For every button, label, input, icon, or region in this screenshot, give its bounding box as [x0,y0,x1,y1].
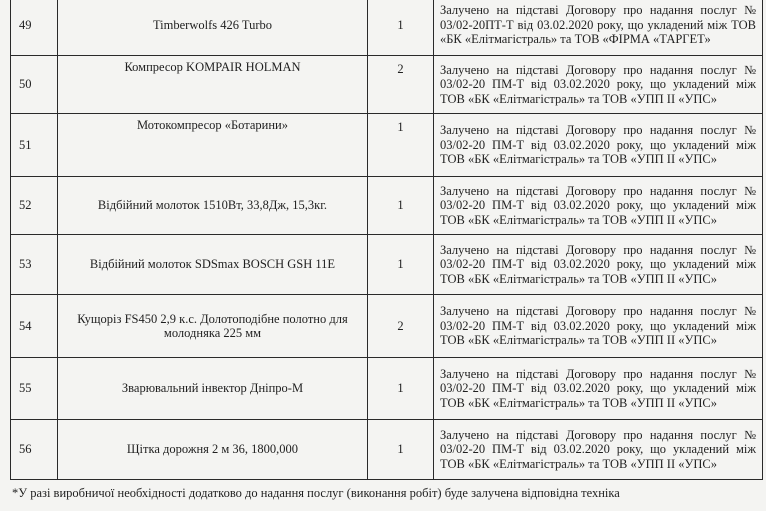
equipment-name: Компресор KOMPAIR HOLMAN [58,56,368,114]
row-number: 56 [11,420,58,480]
row-number: 55 [11,358,58,420]
equipment-note: Залучено на підставі Договору про надання послуг № 03/02-20 ПМ-Т від 03.02.2020 року, що укладений між ТОВ «БК «Елітмагістраль» та ТОВ «УПП II «УПС» [434,295,763,358]
equipment-table [10,0,763,480]
footnote-continuation [22,502,322,511]
footnote: *У разі виробничої необхідності додатково до надання послуг (виконання робіт) буде залучена відповідна техніка [12,486,620,500]
equipment-quantity: 1 [368,235,434,295]
equipment-note: Залучено на підставі Договору про надання послуг № 03/02-20 ПМ-Т від 03.02.2020 року, що укладений між ТОВ «БК «Елітмагістраль» та ТОВ «УПП II «УПС» [434,56,763,114]
equipment-quantity: 1 [368,177,434,235]
equipment-name: Відбійний молоток 1510Вт, 33,8Дж, 15,3кг. [58,177,368,235]
row-number: 52 [11,177,58,235]
table-row [11,420,763,480]
equipment-name: Timberwolfs 426 Turbo [58,0,368,56]
table-row [11,56,763,114]
equipment-name: Мотокомпресор «Ботарини» [58,114,368,177]
table-row [11,0,763,56]
equipment-note: Залучено на підставі Договору про надання послуг № 03/02-20ПТ-Т від 03.02.2020 року, що укладений між ТОВ «БК «Елітмагістраль» та ТОВ «ФІРМА «ТАРГЕТ» [434,0,763,56]
table-row [11,358,763,420]
equipment-note: Залучено на підставі Договору про надання послуг № 03/02-20 ПМ-Т від 03.02.2020 року, що укладений між ТОВ «БК «Елітмагістраль» та ТОВ «УПП II «УПС» [434,114,763,177]
row-number: 54 [11,295,58,358]
equipment-note: Залучено на підставі Договору про надання послуг № 03/02-20 ПМ-Т від 03.02.2020 року, що укладений між ТОВ «БК «Елітмагістраль» та ТОВ «УПП II «УПС» [434,420,763,480]
equipment-quantity: 2 [368,56,434,114]
equipment-note: Залучено на підставі Договору про надання послуг № 03/02-20 ПМ-Т від 03.02.2020 року, що укладений між ТОВ «БК «Елітмагістраль» та ТОВ «УПП II «УПС» [434,358,763,420]
equipment-name: Зварювальний інвектор Дніпро-М [58,358,368,420]
table-row [11,295,763,358]
equipment-quantity: 2 [368,295,434,358]
row-number: 50 [11,56,58,114]
equipment-name: Кущоріз FS450 2,9 к.с. Долотоподібне полотно для молодняка 225 мм [58,295,368,358]
table-row [11,114,763,177]
equipment-quantity: 1 [368,114,434,177]
equipment-note: Залучено на підставі Договору про надання послуг № 03/02-20 ПМ-Т від 03.02.2020 року, що укладений між ТОВ «БК «Елітмагістраль» та ТОВ «УПП II «УПС» [434,235,763,295]
table-row [11,177,763,235]
table-row [11,235,763,295]
equipment-quantity: 1 [368,0,434,56]
equipment-name: Відбійний молоток SDSmax BOSCH GSH 11E [58,235,368,295]
equipment-note: Залучено на підставі Договору про надання послуг № 03/02-20 ПМ-Т від 03.02.2020 року, що укладений між ТОВ «БК «Елітмагістраль» та ТОВ «УПП II «УПС» [434,177,763,235]
equipment-quantity: 1 [368,358,434,420]
row-number: 53 [11,235,58,295]
equipment-quantity: 1 [368,420,434,480]
row-number: 51 [11,114,58,177]
equipment-name: Щітка дорожня 2 м 36, 1800,000 [58,420,368,480]
row-number: 49 [11,0,58,56]
